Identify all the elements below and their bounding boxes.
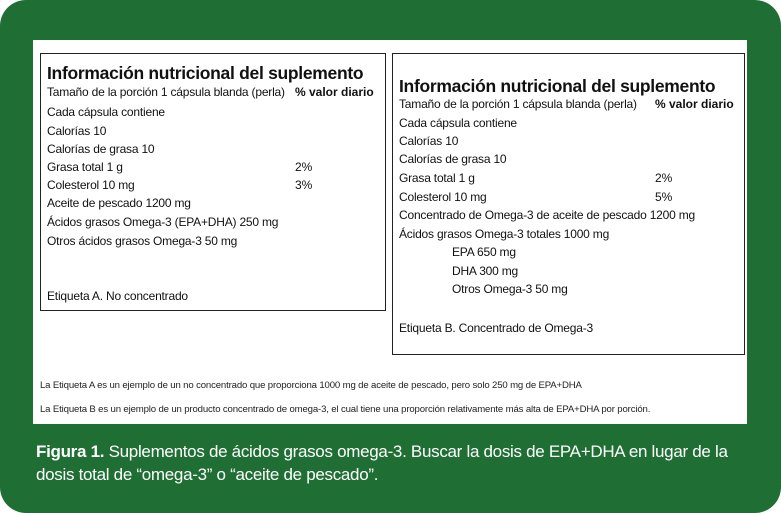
label-a-row: Aceite de pescado 1200 mg: [47, 196, 191, 210]
label-a-row: Calorías de grasa 10: [47, 142, 155, 156]
label-a-row: Ácidos grasos Omega-3 (EPA+DHA) 250 mg: [47, 215, 279, 229]
label-b-row: Grasa total 1 g: [399, 171, 475, 185]
note-label-b: La Etiqueta B es un ejemplo de un producto concentrado de omega-3, el cual tiene una proporción relativamente más alta de EPA+DHA por porción.: [40, 404, 651, 415]
label-a-footer: Etiqueta A. No concentrado: [47, 289, 188, 303]
label-a-row: Grasa total 1 g: [47, 160, 123, 174]
label-b-row-dv: 2%: [655, 171, 673, 185]
label-b-dv-header: % valor diario: [655, 97, 734, 111]
label-a-row: Calorías 10: [47, 124, 107, 138]
label-b-sub-row: EPA 650 mg: [452, 245, 516, 259]
label-b-row: Calorías de grasa 10: [399, 152, 507, 166]
label-b-serving: Tamaño de la porción 1 cápsula blanda (perla): [399, 97, 637, 111]
label-b-title: Información nutricional del suplemento: [399, 76, 716, 96]
figure-caption-text: Suplementos de ácidos grasos omega-3. Buscar la dosis de EPA+DHA en lugar de la dosis total de “omega-3” o “aceite de pescado”.: [36, 442, 728, 484]
label-b-sub-row: DHA 300 mg: [452, 264, 519, 278]
note-label-a: La Etiqueta A es un ejemplo de un no concentrado que proporciona 1000 mg de aceite de pescado, pero solo 250 mg de EPA+DHA: [40, 380, 582, 391]
label-b-row: Cada cápsula contiene: [399, 116, 517, 130]
label-a-row-dv: 3%: [295, 178, 313, 192]
label-b-row-dv: 5%: [655, 190, 673, 204]
label-a-dv-header: % valor diario: [295, 85, 374, 99]
label-a-serving: Tamaño de la porción 1 cápsula blanda (perla): [47, 85, 285, 99]
label-a-row: Cada cápsula contiene: [47, 105, 165, 119]
label-b-row: Colesterol 10 mg: [399, 190, 487, 204]
label-a-row: Otros ácidos grasos Omega-3 50 mg: [47, 234, 238, 248]
label-a-row: Colesterol 10 mg: [47, 178, 135, 192]
supplement-label-a: [40, 53, 386, 311]
label-b-row: Calorías 10: [399, 134, 459, 148]
supplement-label-b: [392, 53, 745, 355]
label-b-row: Ácidos grasos Omega-3 totales 1000 mg: [399, 227, 610, 241]
label-a-title: Información nutricional del suplemento: [47, 63, 364, 83]
figure-number: Figura 1.: [36, 442, 105, 461]
label-b-row: Concentrado de Omega-3 de aceite de pescado 1200 mg: [399, 208, 696, 222]
label-b-sub-row: Otros Omega-3 50 mg: [452, 282, 568, 296]
label-a-row-dv: 2%: [295, 160, 313, 174]
label-b-footer: Etiqueta B. Concentrado de Omega-3: [399, 321, 593, 335]
figure-caption: [36, 440, 751, 486]
